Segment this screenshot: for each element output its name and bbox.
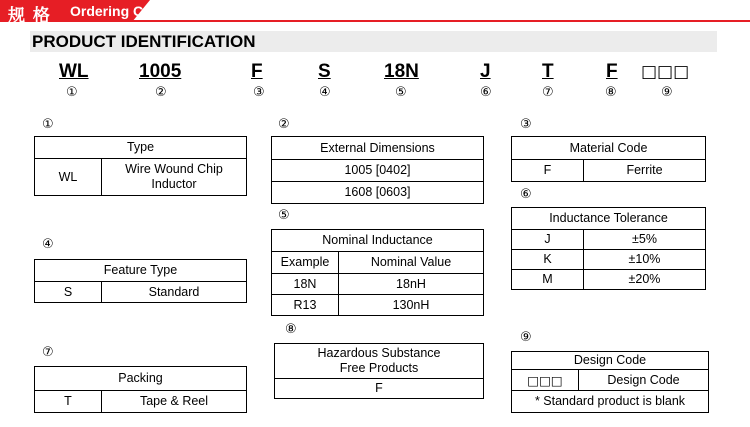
code-num-3: ③ xyxy=(253,85,265,100)
header-title-en: Ordering Code xyxy=(70,3,169,19)
code-num-5: ⑤ xyxy=(395,85,407,100)
code-part-7: T xyxy=(542,61,554,82)
header-band xyxy=(0,0,750,26)
feature-header: Feature Type xyxy=(35,260,247,282)
design-header: Design Code xyxy=(512,352,709,370)
feature-table xyxy=(34,259,247,303)
hazardous-header-line2: Free Products xyxy=(339,361,419,375)
type-marker: ① xyxy=(42,117,54,132)
section-title: PRODUCT IDENTIFICATION xyxy=(32,32,256,51)
code-part-3: F xyxy=(251,61,263,82)
code-num-4: ④ xyxy=(319,85,331,100)
hazardous-table xyxy=(274,343,484,399)
code-part-6: J xyxy=(480,61,491,82)
design-code: □□□ xyxy=(512,370,579,391)
type-desc: Wire Wound Chip Inductor xyxy=(102,159,247,196)
tolerance-value-1: ±5% xyxy=(584,230,706,250)
tolerance-marker: ⑥ xyxy=(520,187,532,202)
design-table xyxy=(511,351,709,413)
inductance-value-1: 18nH xyxy=(339,274,484,295)
tolerance-header: Inductance Tolerance xyxy=(512,208,706,230)
dimensions-marker: ② xyxy=(278,117,290,132)
type-header: Type xyxy=(35,137,247,159)
inductance-example-1: 18N xyxy=(272,274,339,295)
hazardous-marker: ⑧ xyxy=(285,322,297,337)
material-code: F xyxy=(512,160,584,182)
code-part-5: 18N xyxy=(384,61,419,82)
inductance-col-example: Example xyxy=(272,252,339,274)
packing-header: Packing xyxy=(35,367,247,391)
inductance-col-value: Nominal Value xyxy=(339,252,484,274)
dimensions-table xyxy=(271,136,484,204)
tolerance-value-2: ±10% xyxy=(584,250,706,270)
design-note: * Standard product is blank xyxy=(512,391,709,413)
inductance-header: Nominal Inductance xyxy=(272,230,484,252)
material-marker: ③ xyxy=(520,117,532,132)
type-table xyxy=(34,136,247,196)
tolerance-code-2: K xyxy=(512,250,584,270)
tolerance-code-3: M xyxy=(512,270,584,290)
dimensions-row-1: 1005 [0402] xyxy=(272,160,484,182)
inductance-table xyxy=(271,229,484,316)
tolerance-code-1: J xyxy=(512,230,584,250)
feature-code: S xyxy=(35,282,102,303)
tolerance-value-3: ±20% xyxy=(584,270,706,290)
feature-desc: Standard xyxy=(102,282,247,303)
header-title-cn: 规 格 xyxy=(8,6,51,26)
code-num-6: ⑥ xyxy=(480,85,492,100)
hazardous-header-line1: Hazardous Substance xyxy=(317,346,441,360)
packing-desc: Tape & Reel xyxy=(102,391,247,413)
material-table xyxy=(511,136,706,182)
code-num-7: ⑦ xyxy=(542,85,554,100)
inductance-marker: ⑤ xyxy=(278,208,290,223)
code-num-9: ⑨ xyxy=(661,85,673,100)
packing-marker: ⑦ xyxy=(42,345,54,360)
packing-table xyxy=(34,366,247,413)
tolerance-table xyxy=(511,207,706,290)
code-part-1: WL xyxy=(59,61,89,82)
design-marker: ⑨ xyxy=(520,330,532,345)
code-part-9: □□□ xyxy=(641,62,690,82)
dimensions-header: External Dimensions xyxy=(272,137,484,160)
inductance-value-2: 130nH xyxy=(339,295,484,316)
section-bar xyxy=(30,31,717,52)
code-num-1: ① xyxy=(66,85,78,100)
code-part-4: S xyxy=(318,61,331,82)
code-part-2: 1005 xyxy=(139,61,182,82)
inductance-example-2: R13 xyxy=(272,295,339,316)
dimensions-row-2: 1608 [0603] xyxy=(272,182,484,204)
material-desc: Ferrite xyxy=(584,160,706,182)
material-header: Material Code xyxy=(512,137,706,160)
hazardous-header xyxy=(275,344,484,379)
design-desc: Design Code xyxy=(579,370,709,391)
hazardous-code: F xyxy=(275,379,484,399)
packing-code: T xyxy=(35,391,102,413)
code-num-2: ② xyxy=(155,85,167,100)
type-code: WL xyxy=(35,159,102,196)
code-num-8: ⑧ xyxy=(605,85,617,100)
header-red-rule xyxy=(0,20,750,22)
code-part-8: F xyxy=(606,61,618,82)
feature-marker: ④ xyxy=(42,237,54,252)
